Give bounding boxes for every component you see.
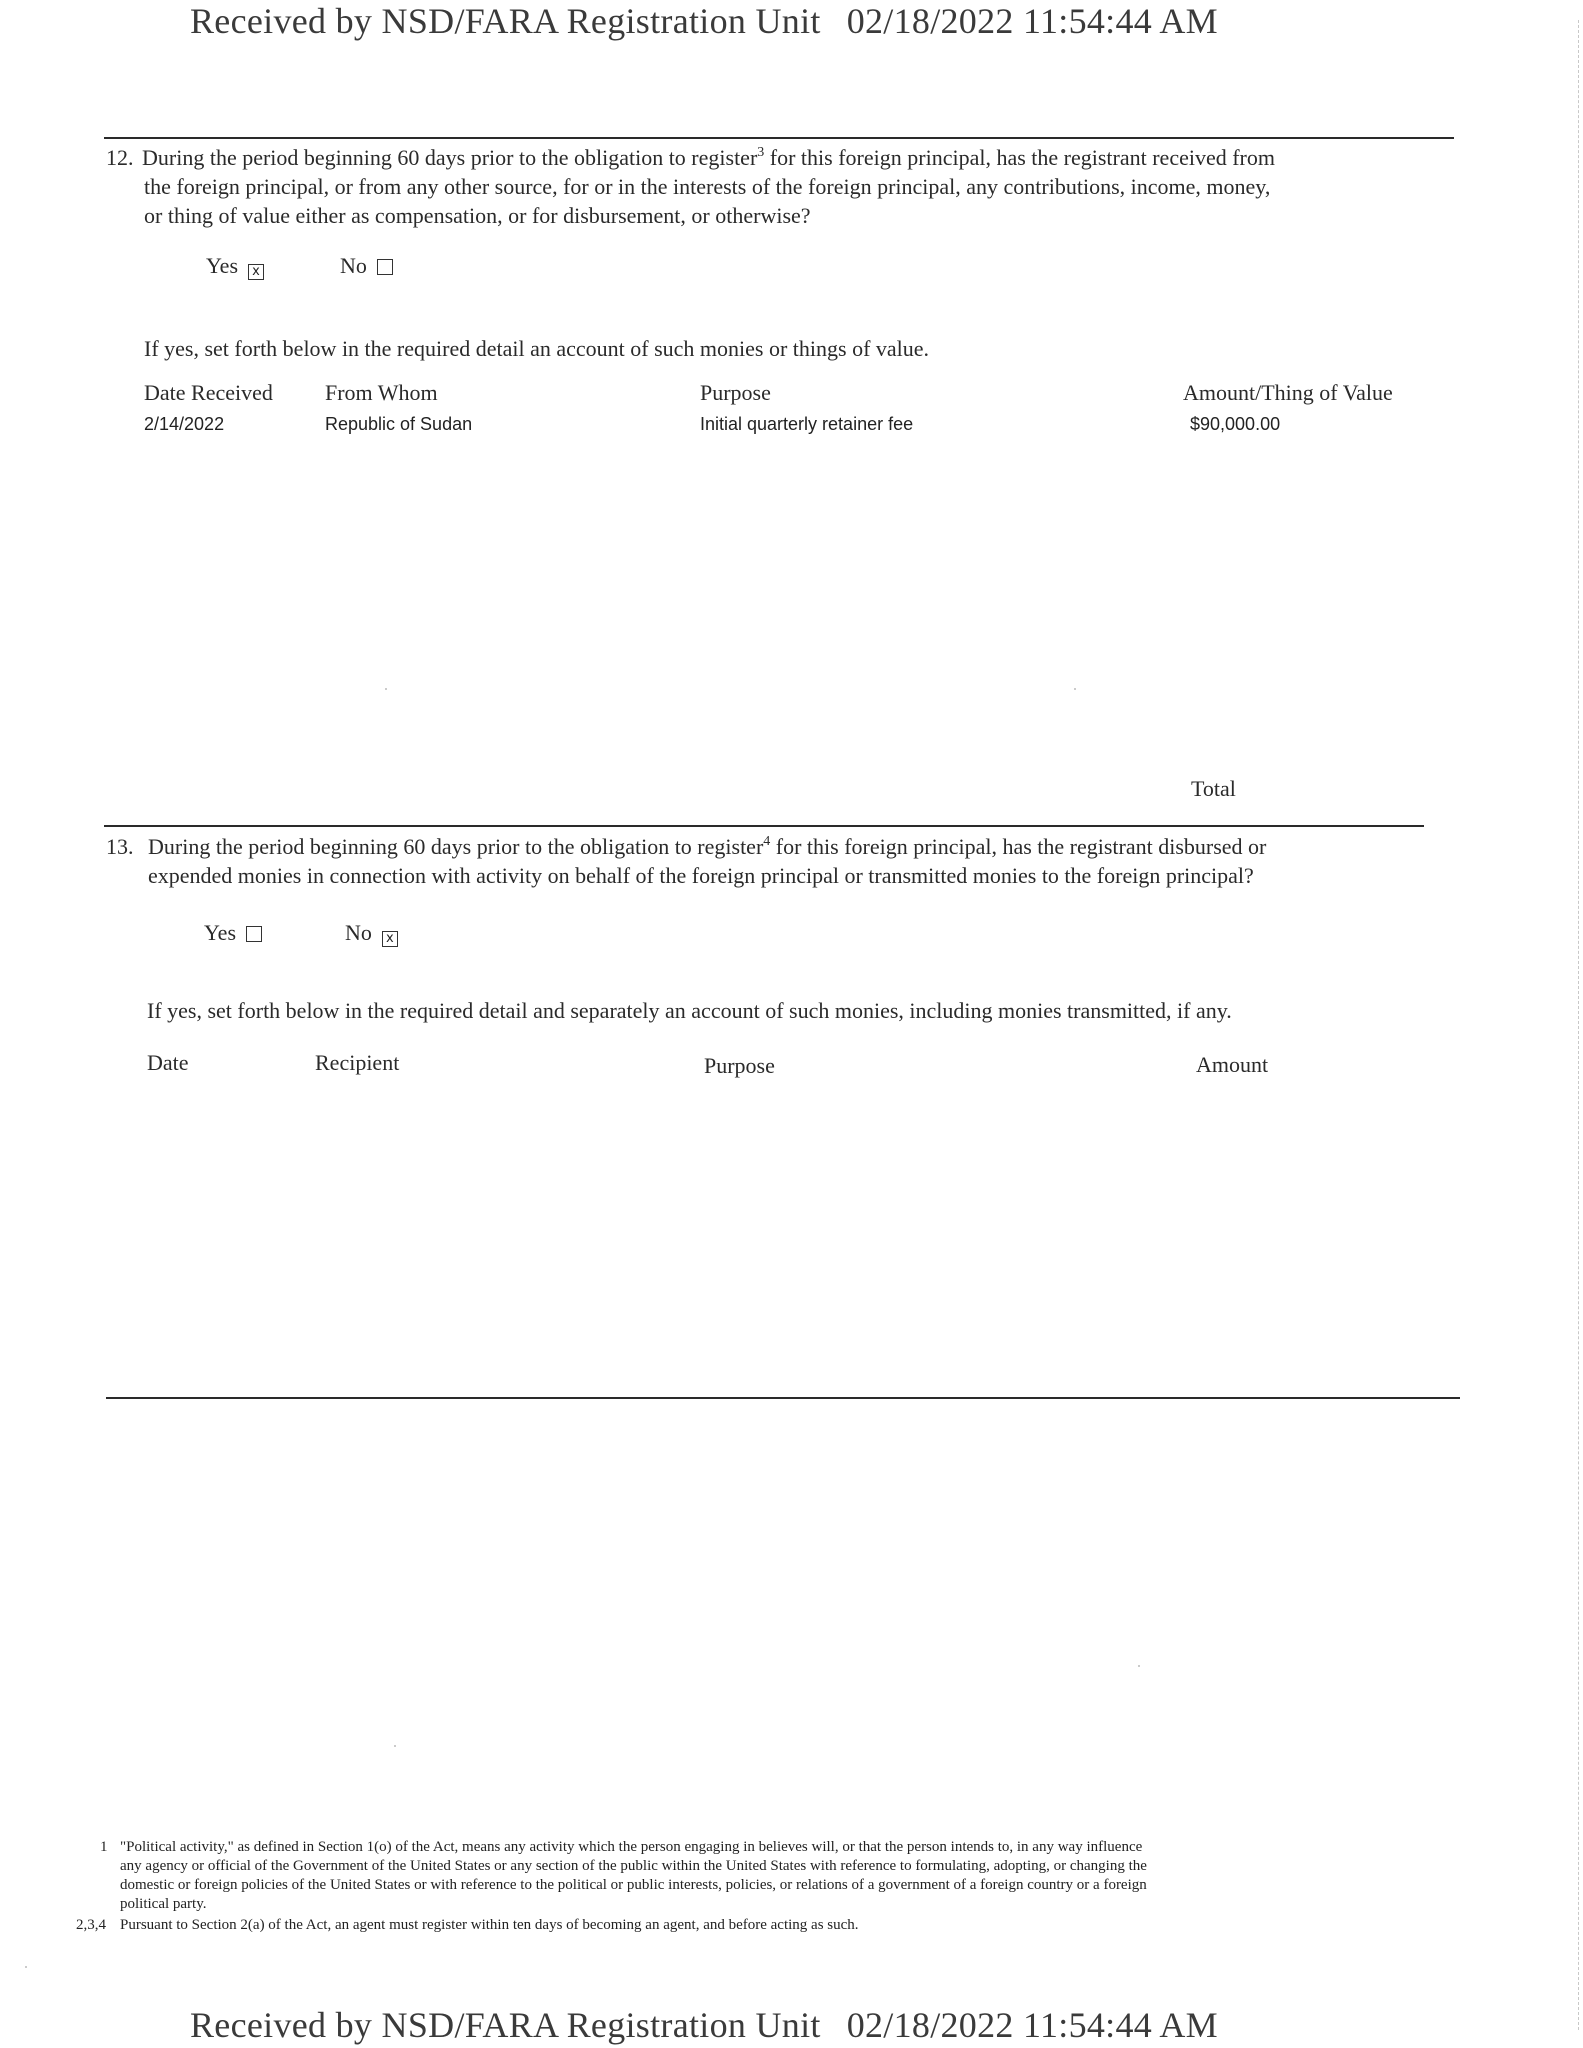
q13-yes-checkbox[interactable] bbox=[246, 926, 262, 942]
q13-yes-option[interactable] bbox=[204, 920, 262, 946]
scan-speck bbox=[1074, 688, 1076, 690]
q12-header-from: From Whom bbox=[325, 380, 438, 405]
q12-no-label: No bbox=[340, 253, 367, 278]
stamp-datetime: 02/18/2022 11:54:44 AM bbox=[846, 1, 1218, 41]
q12-row-amount: $90,000.00 bbox=[1190, 414, 1281, 434]
scan-speck bbox=[394, 1745, 396, 1747]
q12-yes-checkbox[interactable]: x bbox=[248, 264, 264, 280]
question-12-line1: During the period beginning 60 days prior to the obligation to register$^3$ for this foreign principal, has the registrant received from bbox=[142, 145, 1275, 170]
stamp-label: Received by NSD/FARA Registration Unit bbox=[190, 2005, 821, 2045]
received-stamp-bottom bbox=[190, 2004, 1218, 2046]
page-edge-scan-artifact bbox=[1576, 20, 1579, 2030]
question-12 bbox=[106, 143, 1436, 230]
stamp-datetime: 02/18/2022 11:54:44 AM bbox=[846, 2005, 1218, 2045]
q12-header-purpose: Purpose bbox=[700, 380, 771, 405]
q12-instruction: If yes, set forth below in the required detail an account of such monies or things of value. bbox=[144, 336, 930, 361]
q12-yes-label: Yes bbox=[206, 253, 239, 278]
q13-header-purpose: Purpose bbox=[704, 1053, 775, 1078]
question-13-line2: expended monies in connection with activity on behalf of the foreign principal or transmitted monies to the foreign principal? bbox=[148, 863, 1254, 888]
q12-row-purpose: Initial quarterly retainer fee bbox=[700, 414, 914, 434]
q12-yes-option[interactable] bbox=[206, 253, 264, 280]
q13-header-recipient: Recipient bbox=[315, 1050, 400, 1075]
scan-speck bbox=[1138, 1665, 1140, 1667]
question-13 bbox=[106, 832, 1436, 890]
q13-no-checkbox[interactable]: x bbox=[382, 931, 398, 947]
question-13-line1: During the period beginning 60 days prior to the obligation to register$^4$ for this foreign principal, has the registrant disbursed or bbox=[148, 834, 1267, 859]
q13-header-date: Date bbox=[147, 1050, 189, 1075]
footnote-1-line4: political party. bbox=[120, 1896, 207, 1912]
q13-yes-label: Yes bbox=[204, 920, 237, 945]
question-12-line3: or thing of value either as compensation, or for disbursement, or otherwise? bbox=[144, 203, 811, 228]
q12-row-date: 2/14/2022 bbox=[144, 414, 225, 434]
received-stamp-top bbox=[190, 0, 1218, 42]
question-12-line2: the foreign principal, or from any other source, for or in the interests of the foreign principal, any contributions, income, money, bbox=[144, 174, 1271, 199]
q13-instruction: If yes, set forth below in the required detail and separately an account of such monies, including monies transmitted, if any. bbox=[147, 998, 1232, 1023]
footnote-1-line2: any agency or official of the Government of the United States or any section of the public within the United States with reference to formulating, adopting, or changing the bbox=[120, 1858, 1147, 1874]
q12-header-amount: Amount/Thing of Value bbox=[1183, 380, 1393, 405]
q12-no-checkbox[interactable] bbox=[377, 259, 393, 275]
stamp-label: Received by NSD/FARA Registration Unit bbox=[190, 1, 821, 41]
section-divider-bottom bbox=[106, 1397, 1460, 1399]
section-divider-middle bbox=[104, 825, 1424, 827]
footnote-2-marker: 2,3,4 bbox=[76, 1917, 106, 1933]
q13-header-amount: Amount bbox=[1196, 1052, 1269, 1077]
footnote-1-line1: "Political activity," as defined in Section 1(o) of the Act, means any activity which the person engaging in believes will, or that the person intends to, in any way influence bbox=[120, 1839, 1143, 1855]
question-13-number: 13. bbox=[106, 834, 134, 859]
scan-speck bbox=[25, 1966, 27, 1968]
q13-no-label: No bbox=[345, 920, 372, 945]
section-divider-top bbox=[104, 137, 1454, 139]
q12-row-from: Republic of Sudan bbox=[325, 414, 473, 434]
footnotes bbox=[64, 1838, 1404, 1935]
footnote-1-line3: domestic or foreign policies of the United States or with reference to the political or public interests, policies, or relations of a government of a foreign country or a foreign bbox=[120, 1877, 1147, 1893]
footnote-1-marker: 1 bbox=[100, 1839, 108, 1855]
q12-no-option[interactable] bbox=[340, 253, 393, 279]
footnote-2-text: Pursuant to Section 2(a) of the Act, an agent must register within ten days of becoming an agent, and before acting as such. bbox=[120, 1917, 859, 1933]
question-12-number: 12. bbox=[106, 145, 134, 170]
q12-header-date: Date Received bbox=[144, 380, 273, 405]
q13-no-option[interactable] bbox=[345, 920, 398, 947]
q12-total-label: Total bbox=[1191, 776, 1236, 801]
scan-speck bbox=[385, 688, 387, 690]
